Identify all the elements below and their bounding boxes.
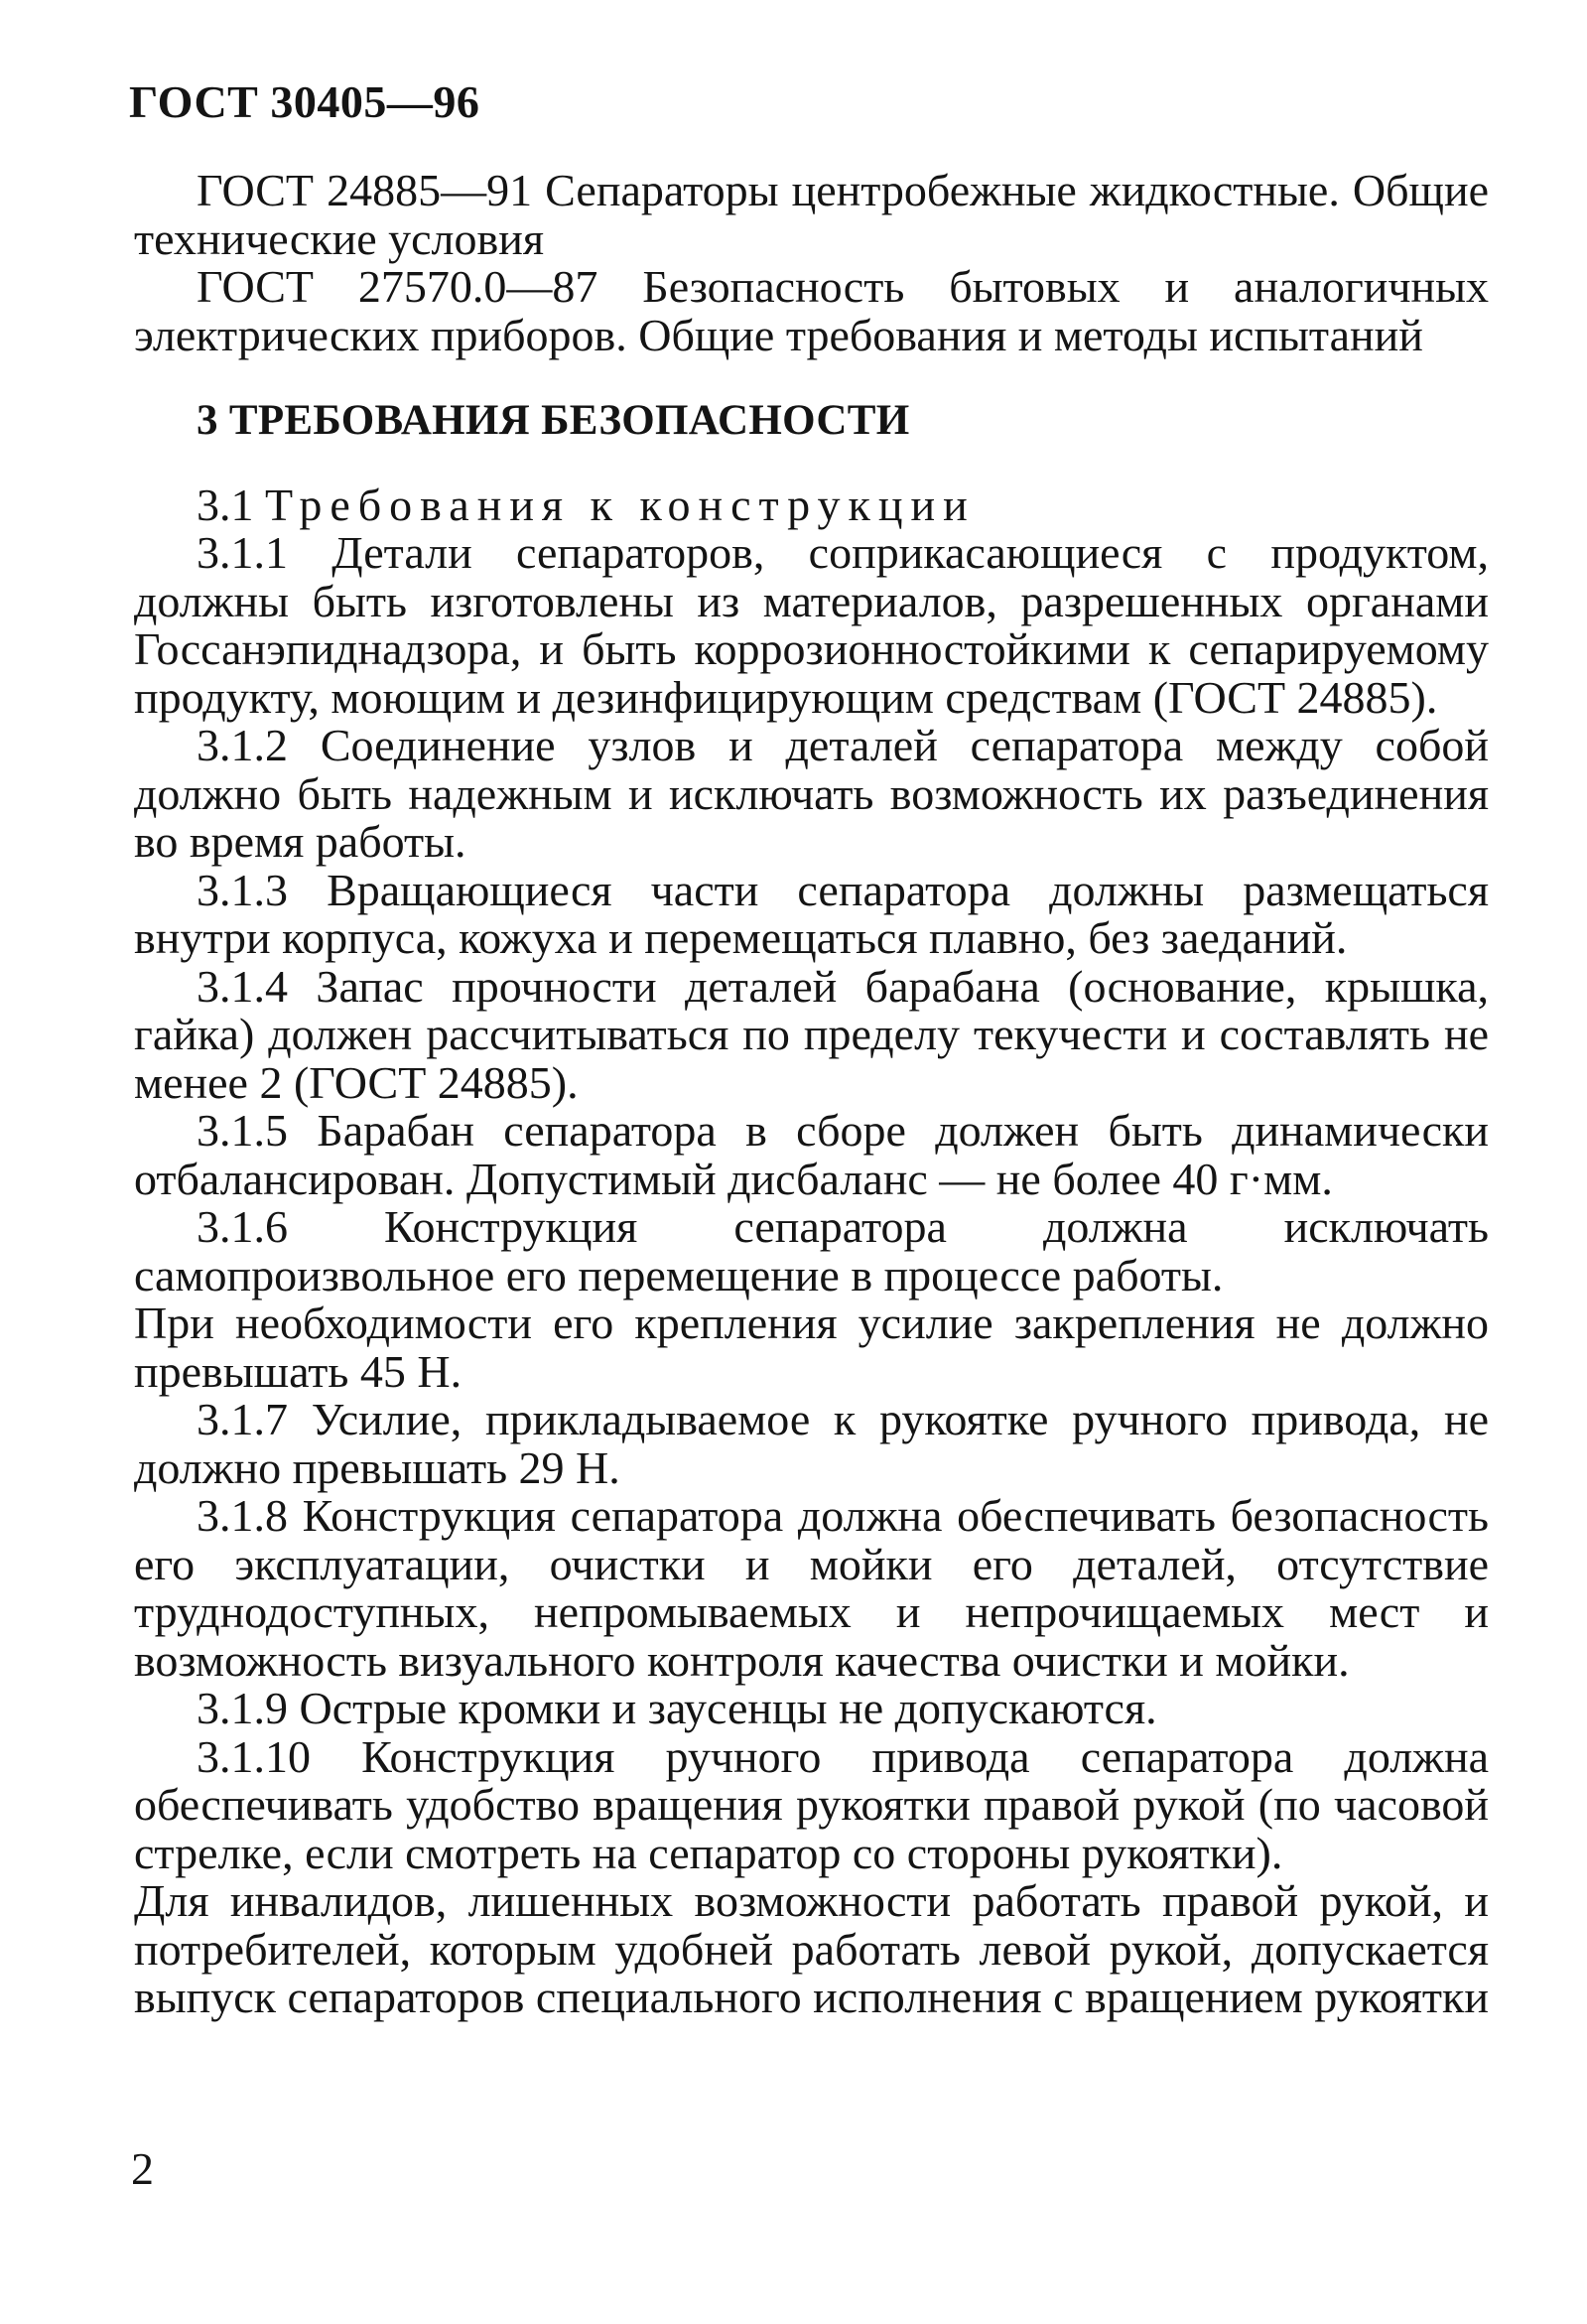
document-header: ГОСТ 30405—96 xyxy=(129,76,480,127)
clause-3-1-5: 3.1.5 Барабан сепаратора в сборе должен быть динамически отбалансирован. Допустимый дисбаланс — не более 40 г·мм. xyxy=(134,1105,1489,1204)
reference-gost-24885: ГОСТ 24885—91 Сепараторы центробежные жидкостные. Общие технические условия xyxy=(134,165,1489,264)
clause-3-1-6-note: При необходимости его крепления усилие закрепления не должно превышать 45 Н. xyxy=(134,1298,1489,1397)
clause-3-1-7: 3.1.7 Усилие, прикладываемое к рукоятке ручного привода, не должно превышать 29 Н. xyxy=(134,1394,1489,1493)
clause-3-1-4: 3.1.4 Запас прочности деталей барабана (основание, крышка, гайка) должен рассчитываться по пределу текучести и составлять не менее 2 (ГОСТ 24885). xyxy=(134,960,1489,1108)
clause-3-1-6: 3.1.6 Конструкция сепаратора должна исключать самопроизвольное его перемещение в процессе работы. xyxy=(134,1201,1489,1300)
subsection-number: 3.1 xyxy=(197,478,254,530)
clause-3-1-8: 3.1.8 Конструкция сепаратора должна обеспечивать безопасность его эксплуатации, очистки и мойки его деталей, отсутствие труднодоступных, непромываемых и непрочищаемых мест и возможность визуального контроля качества очистки и мойки. xyxy=(134,1490,1489,1686)
clause-3-1-10: 3.1.10 Конструкция ручного привода сепаратора должна обеспечивать удобство вращения рукоятки правой рукой (по часовой стрелке, если смотреть на сепаратор со стороны рукоятки). xyxy=(134,1730,1489,1878)
section-title: 3 ТРЕБОВАНИЯ БЕЗОПАСНОСТИ xyxy=(197,397,910,444)
clause-3-1-9: 3.1.9 Острые кромки и заусенцы не допускаются. xyxy=(197,1683,1157,1733)
document-body xyxy=(134,167,1489,2022)
page-number: 2 xyxy=(131,2143,154,2194)
clause-3-1-3: 3.1.3 Вращающиеся части сепаратора должны размещаться внутри корпуса, кожуха и перемещаться плавно, без заеданий. xyxy=(134,864,1489,963)
clause-3-1-10-note: Для инвалидов, лишенных возможности работать правой рукой, и потребителей, которым удобней работать левой рукой, допускается выпуск сепараторов специального исполнения с вращением рукоятки xyxy=(134,1875,1489,2022)
clause-3-1-2: 3.1.2 Соединение узлов и деталей сепаратора между собой должно быть надежным и исключать возможность их разъединения во время работы. xyxy=(134,720,1489,867)
subsection-title xyxy=(134,478,1489,530)
clause-3-1-1: 3.1.1 Детали сепараторов, соприкасающиеся с продуктом, должны быть изготовлены из материалов, разрешенных органами Госсанэпиднадзора, и быть коррозионностойкими к сепарируемому продукту, моющим и дезинфицирующим средствам (ГОСТ 24885). xyxy=(134,527,1489,723)
reference-gost-27570: ГОСТ 27570.0—87 Безопасность бытовых и аналогичных электрических приборов. Общие требования и методы испытаний xyxy=(134,261,1489,360)
subsection-title-text: Требования к конструкции xyxy=(265,478,976,530)
